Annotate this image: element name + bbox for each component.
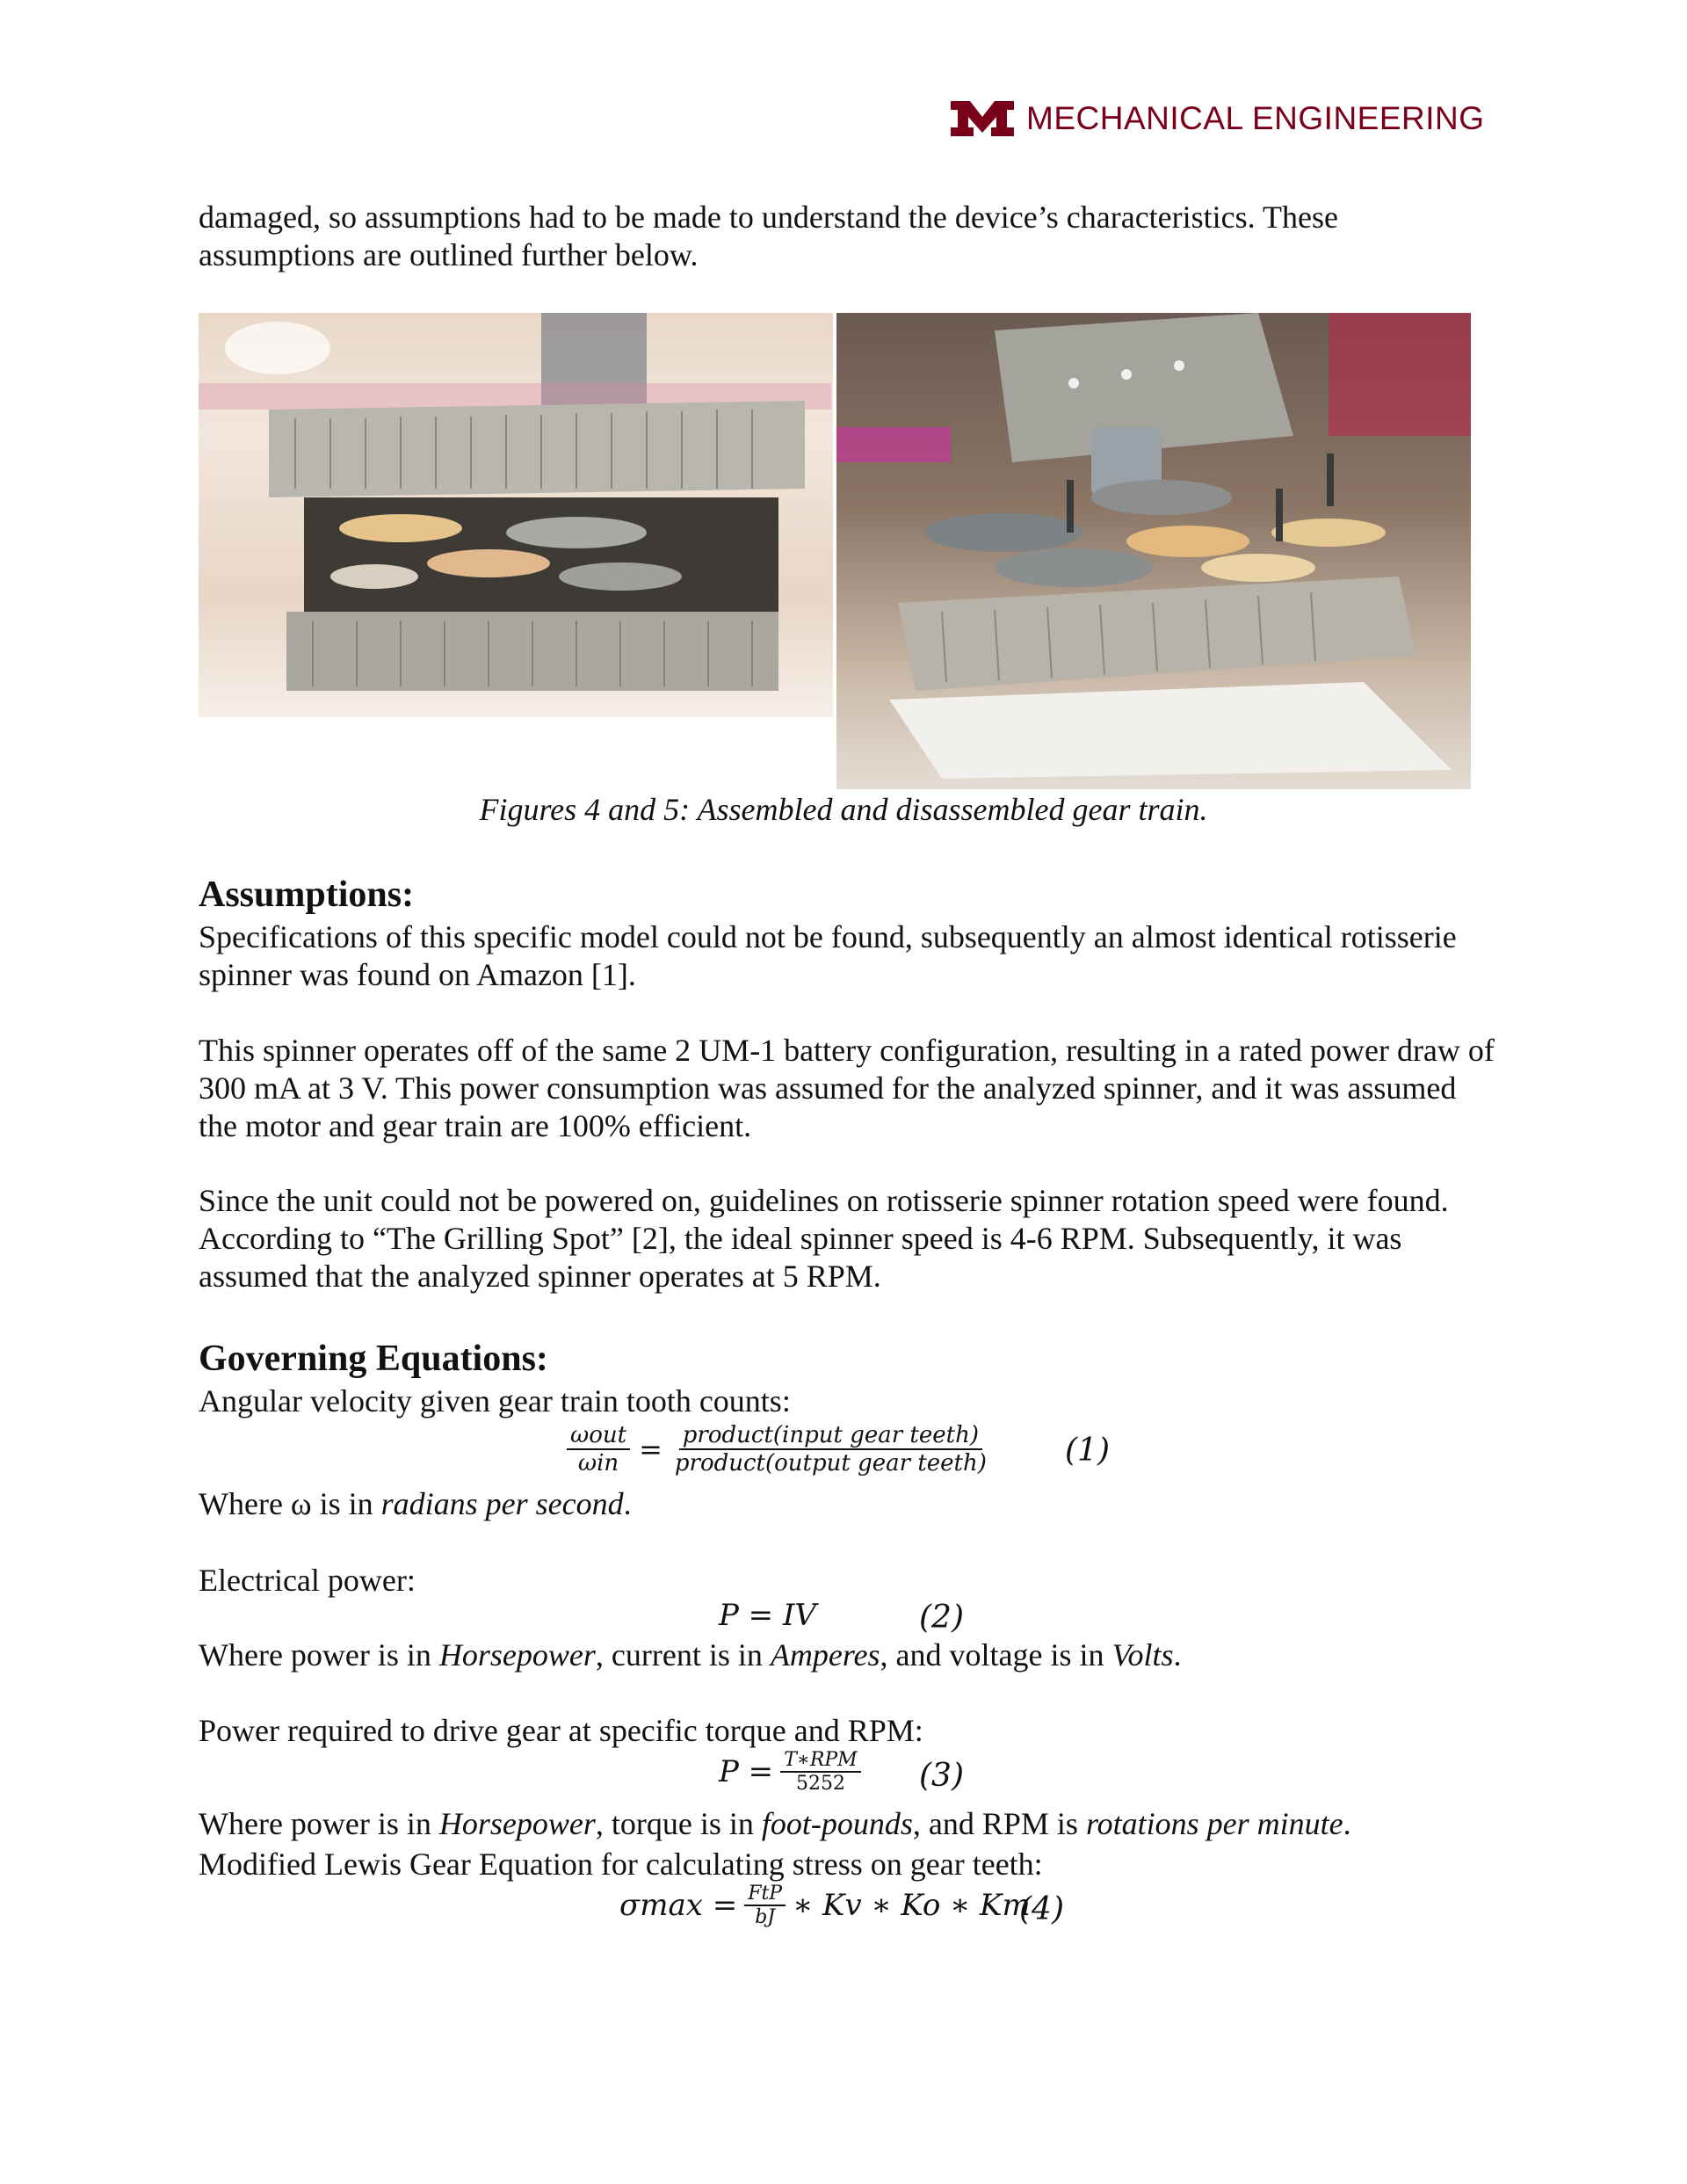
eq3-where: [199, 1805, 1351, 1843]
eq1-intro: Angular velocity given gear train tooth counts:: [199, 1383, 791, 1419]
department-name: MECHANICAL ENGINEERING: [1026, 100, 1485, 136]
assumptions-paragraph-2: This spinner operates off of the same 2 UM-1 battery configuration, resulting in a rated power draw of 300 mA at 3 V. This power consumption was assumed for the analyzed spinner, and it was assumed the motor and gear train are 100% efficient.: [199, 1033, 1495, 1143]
eq4-denominator: bJ: [755, 1906, 776, 1928]
disassembled-gear-train-image: [836, 313, 1471, 789]
eq3-intro: Power required to drive gear at specific torque and RPM:: [199, 1713, 923, 1748]
eq4-fraction: [744, 1883, 786, 1928]
assumptions-paragraph-1: Specifications of this specific model could not be found, subsequently an almost identical rotisserie spinner was found on Amazon [1].: [199, 919, 1457, 992]
intro-paragraph: damaged, so assumptions had to be made to understand the device’s characteristics. These assumptions are outlined further below.: [199, 200, 1338, 272]
eq1-where-end: .: [623, 1486, 632, 1521]
eq3-denominator: 5252: [795, 1773, 845, 1795]
eq2-where-e: , and voltage is in: [880, 1637, 1112, 1672]
eq2-where-c: , current is in: [595, 1637, 771, 1672]
equation-3: [719, 1749, 861, 1795]
eq3-fraction: [780, 1749, 861, 1795]
eq1-rhs-fraction: [671, 1422, 990, 1477]
eq3-where-a: Where power is in: [199, 1806, 439, 1841]
eq3-where-c: , torque is in: [595, 1806, 762, 1841]
eq2-where-d: Amperes: [770, 1637, 880, 1672]
equation-4-number: (4): [1019, 1891, 1064, 1927]
eq2-where-f: Volts: [1111, 1637, 1174, 1672]
eq2-where-a: Where power is in: [199, 1637, 439, 1672]
eq1-rhs-denominator: product(output gear teeth): [674, 1450, 987, 1477]
eq3-where-g: .: [1343, 1806, 1351, 1841]
assumptions-paragraph-3: Since the unit could not be powered on, guidelines on rotisserie spinner rotation speed were found. According to “The Grilling Spot” [2], the ideal spinner speed is 4-6 RPM. Subsequently, it was assumed that the analyzed spinner operates at 5 RPM.: [199, 1183, 1449, 1294]
department-logo: [951, 98, 1485, 139]
eq4-rest: ∗ Kv ∗ Ko ∗ Km: [793, 1888, 1031, 1923]
university-m-logo-icon: [951, 101, 1014, 136]
eq1-where-text: Where ω is in: [199, 1486, 381, 1521]
equation-2-number: (2): [919, 1600, 964, 1636]
eq3-where-b: Horsepower: [438, 1806, 596, 1841]
assumptions-heading: Assumptions:: [199, 874, 415, 915]
equation-1: [567, 1422, 990, 1477]
equations-heading: Governing Equations:: [199, 1339, 548, 1379]
eq1-lhs-denominator: ωin: [577, 1450, 619, 1477]
eq1-equals: =: [639, 1433, 662, 1466]
eq2-where: [199, 1636, 1181, 1674]
eq2-where-g: .: [1173, 1637, 1182, 1672]
eq3-numerator: T∗RPM: [780, 1749, 861, 1773]
equation-4: [619, 1883, 1031, 1928]
figure-5-photo: [836, 313, 1471, 789]
eq3-lhs: P =: [719, 1754, 774, 1789]
eq3-where-d: foot-pounds: [761, 1806, 913, 1841]
eq4-intro: Modified Lewis Gear Equation for calculating stress on gear teeth:: [199, 1847, 1043, 1882]
equation-1-number: (1): [1065, 1433, 1110, 1469]
eq4-numerator: FtP: [744, 1883, 786, 1906]
figure-4-photo: [199, 313, 833, 717]
eq3-where-f: rotations per minute: [1085, 1806, 1343, 1841]
eq1-rhs-numerator: product(input gear teeth): [679, 1422, 982, 1450]
eq4-lhs: σmax =: [619, 1888, 738, 1923]
assembled-gear-train-image: [199, 313, 833, 717]
eq1-lhs-numerator: ωout: [567, 1422, 630, 1450]
figure-caption: Figures 4 and 5: Assembled and disassembled gear train.: [479, 792, 1208, 827]
eq1-lhs-fraction: [567, 1422, 630, 1477]
eq1-where: [199, 1485, 632, 1523]
eq2-intro: Electrical power:: [199, 1563, 416, 1598]
equation-2: P = IV: [719, 1598, 816, 1633]
eq3-where-e: , and RPM is: [912, 1806, 1086, 1841]
equation-3-number: (3): [919, 1758, 964, 1794]
eq2-where-b: Horsepower: [438, 1637, 596, 1672]
eq1-where-unit: radians per second: [380, 1486, 624, 1521]
